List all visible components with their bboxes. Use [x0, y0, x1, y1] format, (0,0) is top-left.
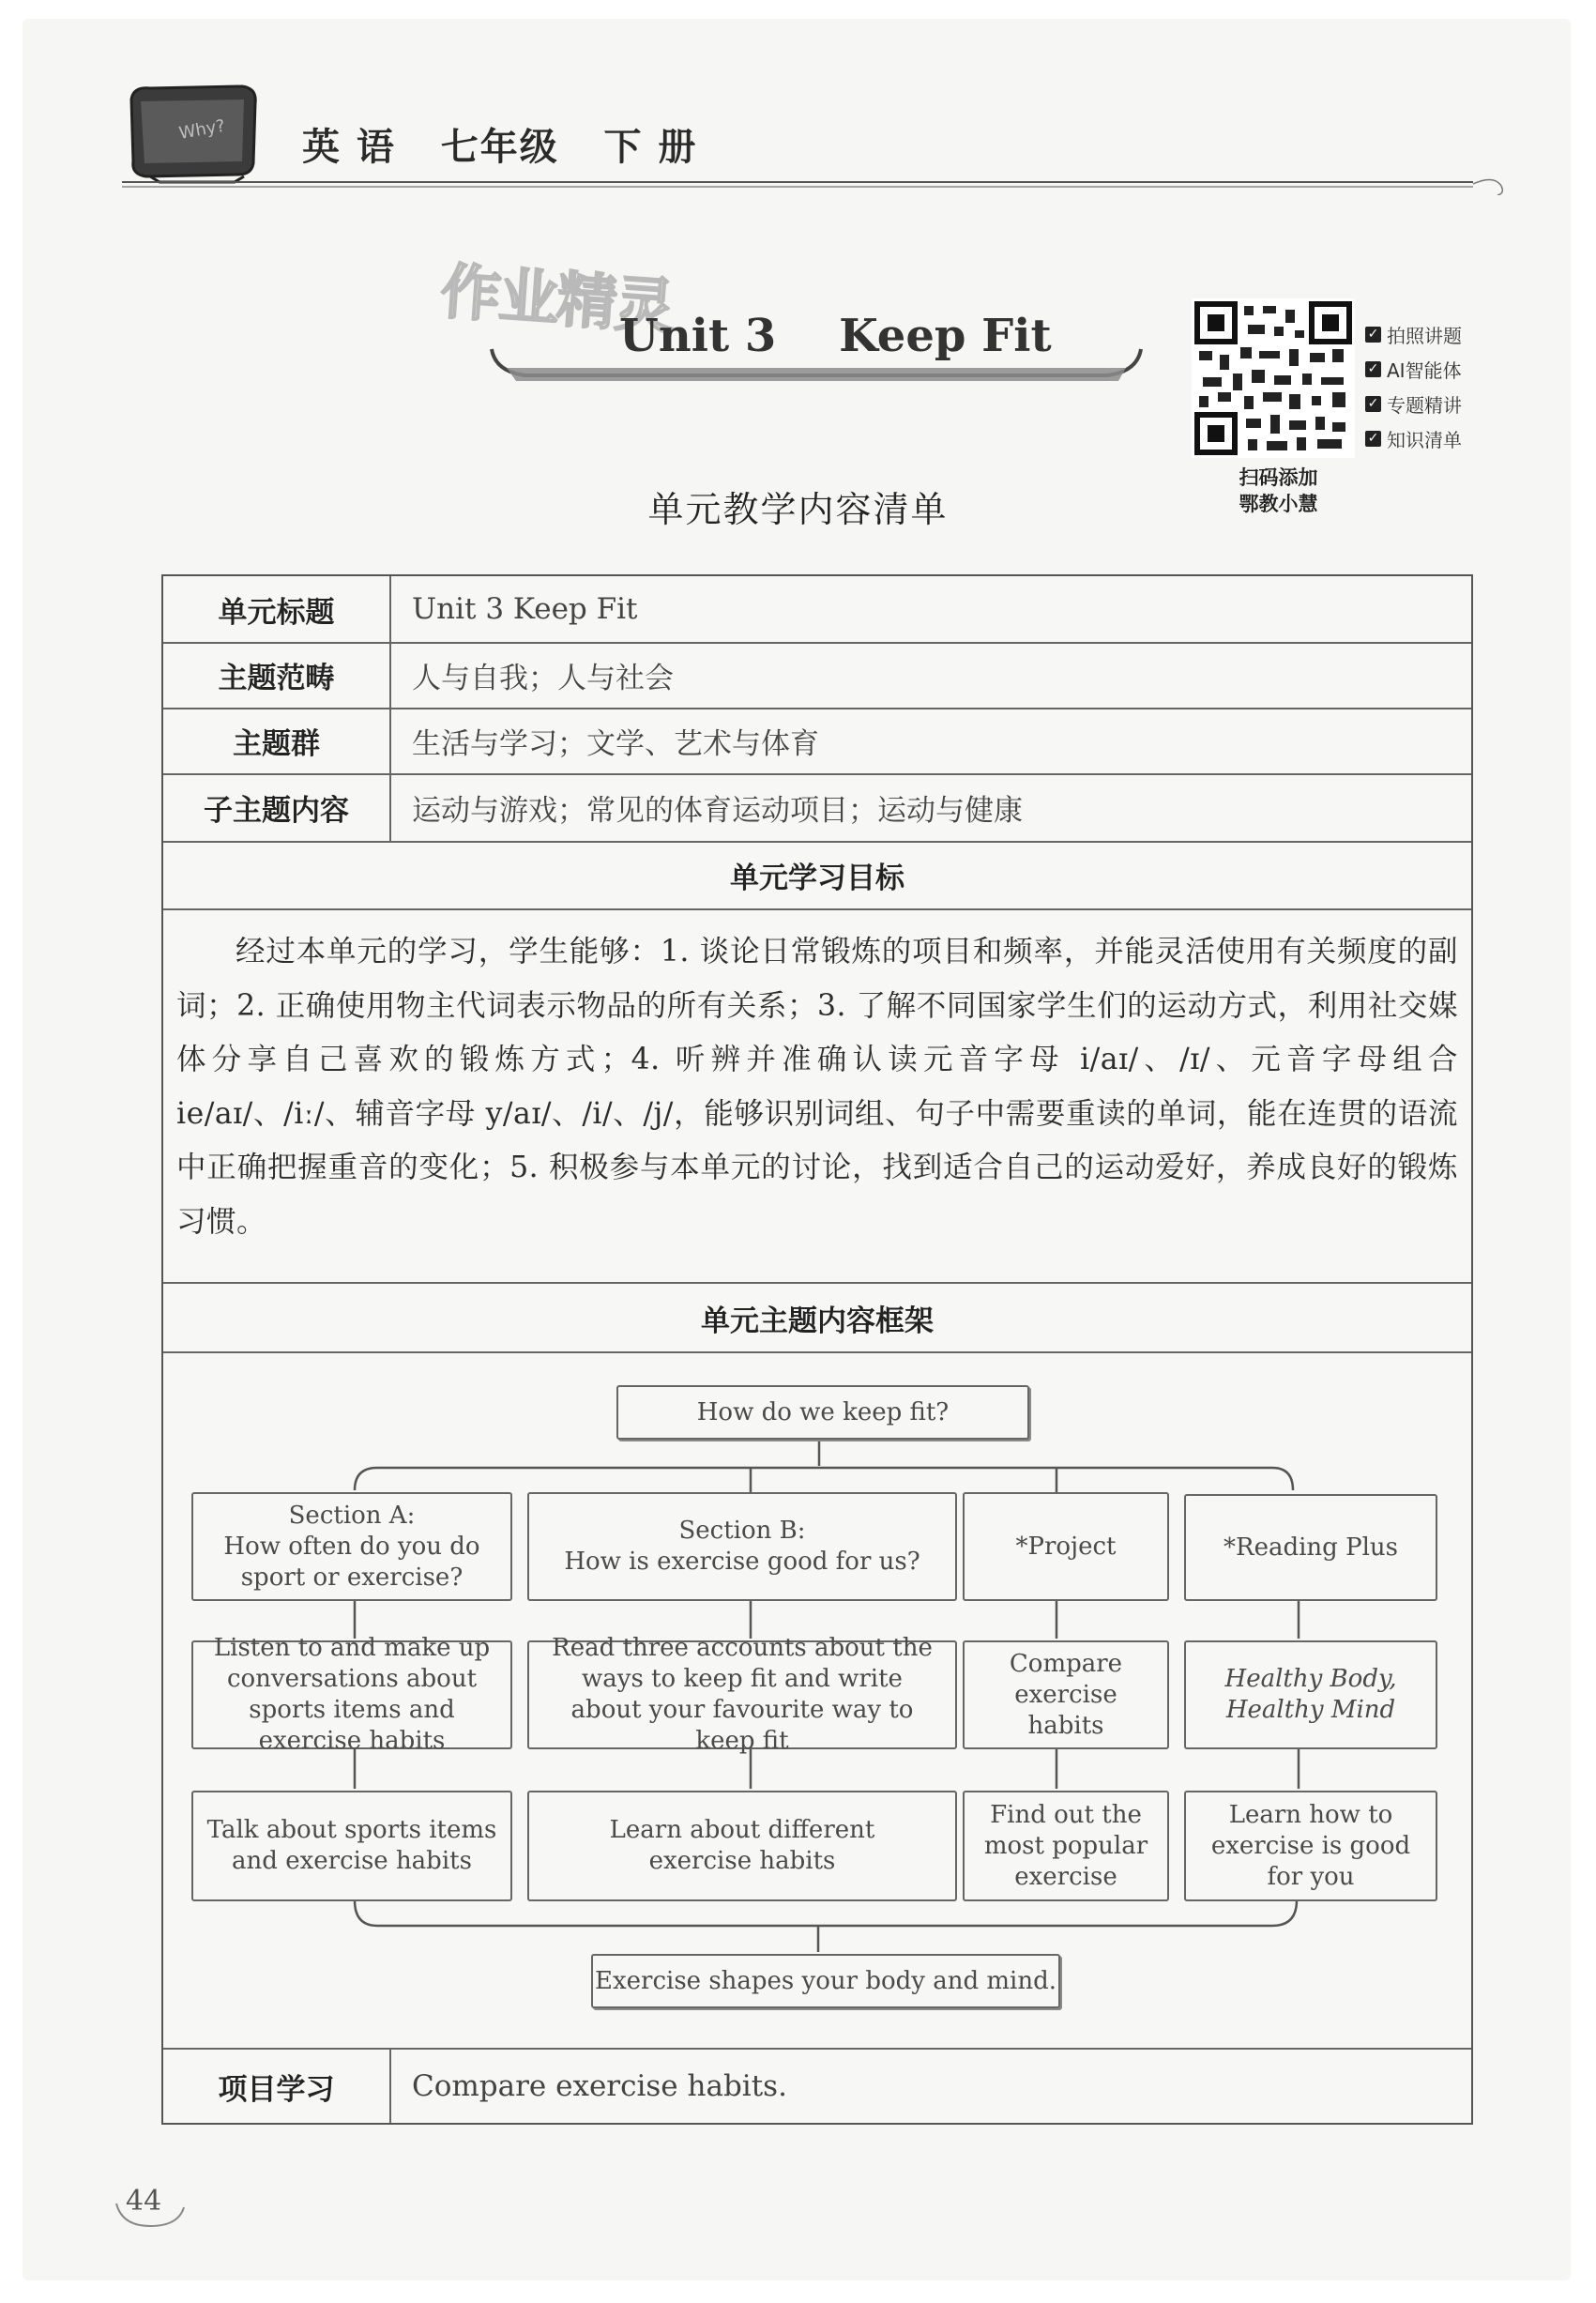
framework-node-section-a: [191, 1492, 512, 1601]
framework-node-section-b: [527, 1492, 957, 1601]
unit-title-banner: [488, 343, 1145, 390]
row-value: Unit 3 Keep Fit: [412, 592, 638, 626]
framework-node-learn-how: Learn how to exercise is good for you: [1184, 1791, 1437, 1901]
watermark-logo: 作业精灵: [438, 257, 676, 343]
framework-node-find: Find out the most popular exercise: [963, 1791, 1169, 1901]
row-label: 主题群: [163, 708, 391, 773]
node-title: Section B:: [678, 1517, 806, 1545]
table-row: [163, 773, 1471, 843]
row-label: 单元标题: [163, 576, 391, 642]
framework-node-read: Read three accounts about the ways to keep fit and write about your favourite way to keep fit: [527, 1640, 957, 1749]
row-value: 运动与游戏；常见的体育运动项目；运动与健康: [412, 793, 1023, 828]
row-label: 子主题内容: [163, 773, 391, 841]
qr-caption-line: 扫码添加: [1239, 466, 1318, 489]
checkbox-checked-icon: ✓: [1365, 361, 1381, 377]
qr-feature-list: [1365, 317, 1462, 456]
row-value: 生活与学习；文学、艺术与体育: [412, 726, 819, 761]
book-header-title: 英 语 七年级 下 册: [302, 126, 698, 169]
node-title: Section A:: [288, 1501, 416, 1530]
node-subtitle: How is exercise good for us?: [564, 1548, 920, 1576]
framework-node-learn-habits: Learn about different exercise habits: [527, 1791, 957, 1901]
checkbox-checked-icon: ✓: [1365, 327, 1381, 343]
qr-feature-item: ✓ 拍照讲题: [1365, 317, 1462, 352]
page-number: 44: [126, 2185, 162, 2218]
project-label: 项目学习: [163, 2050, 391, 2123]
goals-heading: 单元学习目标: [163, 841, 1471, 910]
header-divider: [122, 176, 1511, 195]
goals-paragraph: 经过本单元的学习，学生能够：1. 谈论日常锻炼的项目和频率，并能灵活使用有关频度的副词；2. 正确使用物主代词表示物品的所有关系；3. 了解不同国家学生们的运动方式，利用社交媒体分享自己喜欢的锻炼方式；4. 听辨并准确认读元音字母 i/aɪ/、/ɪ/、元音字母组合 ie/aɪ/、/iː/、辅音字母 y/aɪ/、/i/、/j/，能够识别词组、句子中需要重读的单词，能在连贯的语流中正确把握重音的变化；5. 积极参与本单元的讨论，找到适合自己的运动爱好，养成良好的锻炼习惯。: [176, 935, 1458, 1239]
framework-node-talk: Talk about sports items and exercise habits: [191, 1791, 512, 1901]
checkbox-checked-icon: ✓: [1365, 431, 1381, 447]
framework-heading: 单元主题内容框架: [163, 1282, 1471, 1353]
framework-node-healthy: Healthy Body, Healthy Mind: [1184, 1640, 1437, 1749]
qr-feature-item: ✓ AI智能体: [1365, 352, 1462, 387]
framework-root-node: How do we keep fit?: [616, 1385, 1029, 1440]
checkbox-checked-icon: ✓: [1365, 396, 1381, 412]
project-row: [163, 2048, 1471, 2123]
framework-node-project: *Project: [963, 1492, 1169, 1601]
project-value: Compare exercise habits.: [412, 2069, 787, 2103]
qr-feature-item: ✓ 知识清单: [1365, 421, 1462, 456]
row-label: 主题范畴: [163, 642, 391, 708]
section-heading: 单元教学内容清单: [647, 489, 949, 530]
node-subtitle: How often do you do sport or exercise?: [223, 1532, 480, 1592]
table-row: [163, 642, 1471, 709]
qr-feature-item: ✓ 专题精讲: [1365, 387, 1462, 421]
chalkboard-logo-icon: [122, 83, 263, 184]
row-value: 人与自我；人与社会: [412, 661, 674, 695]
framework-node-reading-plus: *Reading Plus: [1184, 1494, 1437, 1601]
framework-conclusion-node: Exercise shapes your body and mind.: [591, 1954, 1060, 2008]
framework-node-compare: Compare exercise habits: [963, 1640, 1169, 1749]
qr-caption-line: 鄂教小慧: [1239, 493, 1318, 515]
qr-code-icon[interactable]: [1192, 298, 1355, 458]
unit-title: Unit 3 Keep Fit: [619, 310, 1052, 362]
framework-node-listen: Listen to and make up conversations about sports items and exercise habits: [191, 1640, 512, 1749]
table-row: [163, 708, 1471, 775]
page-number-decoration: [113, 2198, 188, 2235]
svg-text:Why?: Why?: [177, 115, 227, 144]
table-row: [163, 576, 1471, 644]
